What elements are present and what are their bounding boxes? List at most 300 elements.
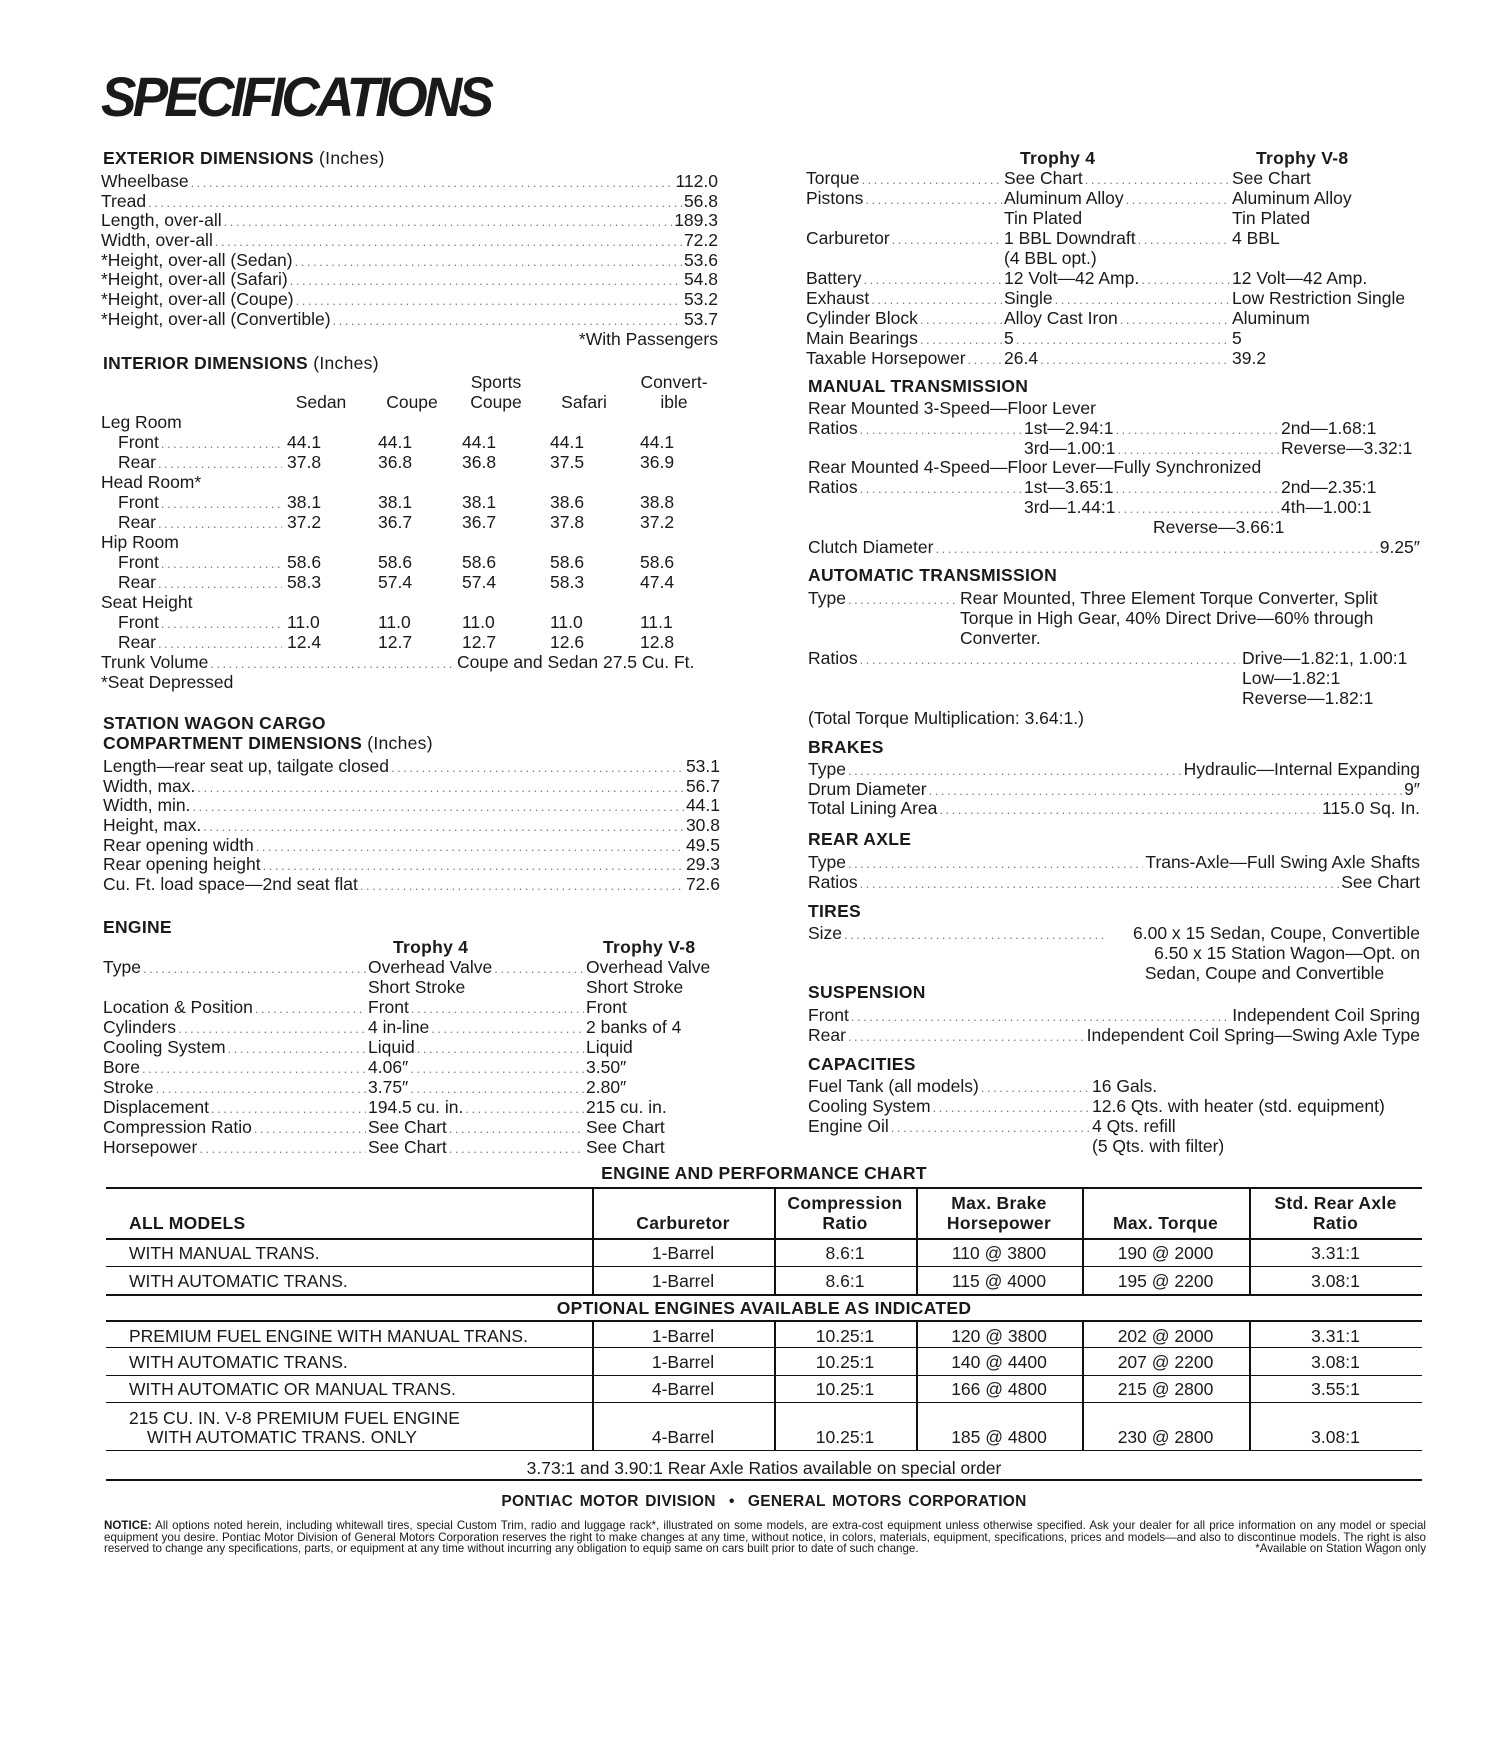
engine2-v1: Aluminum Alloy bbox=[1004, 188, 1124, 208]
leader-dots bbox=[210, 654, 455, 674]
exterior-row bbox=[101, 310, 718, 330]
cargo-label: Rear opening height bbox=[103, 854, 261, 875]
chart-rule-optional bbox=[106, 1320, 1422, 1322]
chart-model: WITH AUTOMATIC TRANS. bbox=[129, 1271, 348, 1291]
chart-axle: 3.08:1 bbox=[1311, 1352, 1360, 1372]
interior-value: 58.3 bbox=[287, 572, 322, 592]
leader-dots bbox=[193, 797, 684, 817]
interior-value: 12.6 bbox=[550, 632, 585, 652]
engine2-label: Carburetor bbox=[806, 228, 890, 248]
chart-rule-row1 bbox=[106, 1266, 1422, 1267]
cargo-label: Rear opening width bbox=[103, 834, 254, 855]
manual-3speed-1st: 1st—2.94:1 bbox=[1024, 418, 1114, 438]
interior-value: 11.0 bbox=[462, 612, 495, 632]
capacities-value: 16 Gals. bbox=[1092, 1076, 1158, 1096]
capacities-heading: CAPACITIES bbox=[808, 1054, 916, 1074]
chart-carb: 4-Barrel bbox=[651, 1379, 715, 1399]
chart-rule-opt1 bbox=[106, 1347, 1422, 1348]
tires-size-row bbox=[808, 924, 1109, 945]
chart-header-hp-1: Max. Brake bbox=[951, 1193, 1047, 1213]
interior-row-label-cell bbox=[118, 553, 284, 574]
interior-row-label-cell bbox=[118, 633, 284, 654]
tires-size-label: Size bbox=[808, 923, 843, 943]
leader-dots bbox=[891, 1118, 1090, 1138]
engine2-label: Main Bearings bbox=[806, 328, 918, 348]
interior-value: 36.7 bbox=[462, 512, 497, 532]
leader-dots bbox=[161, 494, 282, 514]
interior-note: *Seat Depressed bbox=[101, 672, 234, 692]
engine-label-cell bbox=[103, 1138, 368, 1159]
leader-dots bbox=[158, 514, 282, 534]
capacities-label: Cooling System bbox=[808, 1096, 931, 1116]
interior-value: 44.1 bbox=[378, 432, 413, 452]
interior-value: 37.2 bbox=[287, 512, 322, 532]
cargo-value: 72.6 bbox=[685, 874, 720, 895]
chart-header-comp-2: Ratio bbox=[822, 1213, 868, 1233]
chart-hp: 140 @ 4400 bbox=[951, 1352, 1047, 1372]
interior-value: 36.8 bbox=[462, 452, 497, 472]
interior-row-label-cell bbox=[118, 433, 284, 454]
division-line: PONTIAC MOTOR DIVISION • GENERAL MOTORS CORPORATION bbox=[501, 1493, 1027, 1510]
manual-3speed-2nd: 2nd—1.68:1 bbox=[1281, 418, 1377, 438]
interior-col-header: Safari bbox=[561, 392, 607, 412]
interior-row-label-cell bbox=[118, 573, 284, 594]
chart-footnote: 3.73:1 and 3.90:1 Rear Axle Ratios available on special order bbox=[526, 1458, 1002, 1478]
trunk-value: Coupe and Sedan 27.5 Cu. Ft. bbox=[457, 652, 695, 672]
exterior-value: 56.8 bbox=[683, 190, 718, 211]
interior-row-label: Rear bbox=[118, 452, 156, 472]
brakes-value: 9″ bbox=[1404, 778, 1420, 799]
engine-label-cell bbox=[103, 1018, 368, 1039]
engine-v1-cell bbox=[368, 1078, 586, 1099]
notice-footnote: *Available on Station Wagon only bbox=[1255, 1542, 1426, 1555]
exterior-row bbox=[101, 290, 718, 310]
leader-dots bbox=[215, 232, 682, 252]
interior-value: 38.1 bbox=[378, 492, 413, 512]
automatic-type-line-1: Rear Mounted, Three Element Torque Converter, Split bbox=[960, 588, 1378, 608]
exterior-label: *Height, over-all (Coupe) bbox=[101, 289, 294, 310]
cargo-value: 30.8 bbox=[685, 815, 720, 836]
engine2-label: Battery bbox=[806, 268, 862, 288]
engine2-v1-cell bbox=[1004, 189, 1232, 210]
chart-hp: 115 @ 4000 bbox=[951, 1271, 1047, 1291]
manual-3speed-reverse: Reverse—3.32:1 bbox=[1281, 438, 1413, 458]
chart-torque: 230 @ 2800 bbox=[1117, 1427, 1214, 1447]
cargo-row bbox=[103, 777, 720, 797]
brakes-heading: BRAKES bbox=[808, 737, 884, 757]
leader-dots bbox=[178, 1019, 366, 1039]
interior-col-header: Sedan bbox=[295, 392, 347, 412]
automatic-type-label: Type bbox=[808, 588, 846, 608]
exterior-note: *With Passengers bbox=[578, 329, 718, 349]
automatic-heading: AUTOMATIC TRANSMISSION bbox=[808, 565, 1058, 585]
manual-4speed-ratios-row bbox=[808, 478, 1024, 499]
engine-v1: Overhead Valve bbox=[368, 957, 493, 977]
leader-dots bbox=[161, 434, 282, 454]
automatic-type-row bbox=[808, 589, 960, 610]
leader-dots bbox=[1085, 170, 1230, 190]
engine2-v1-cell bbox=[1004, 349, 1232, 370]
chart-model: WITH AUTOMATIC OR MANUAL TRANS. bbox=[129, 1379, 457, 1399]
interior-row-label-cell bbox=[118, 513, 284, 534]
automatic-ratios-label: Ratios bbox=[808, 648, 858, 668]
engine2-label-cell bbox=[806, 169, 1004, 190]
manual-4speed-ratios-label: Ratios bbox=[808, 477, 858, 497]
engine2-v2: Low Restriction Single bbox=[1232, 288, 1406, 308]
exterior-heading-text: EXTERIOR DIMENSIONS bbox=[103, 148, 314, 168]
engine2-v1: Single bbox=[1004, 288, 1053, 308]
interior-value: 37.8 bbox=[287, 452, 322, 472]
notice-text: All options noted herein, including whitewall tires, special Custom Trim, radio and luggage rack*, illustrated on some models, are extra-cost equipment unless otherwise specified. Ask your dealer for all price information on any model or special equipment you desire. Pontiac Motor Division of General Motors Corporation reserves the right to make changes at any time, without notice, in colors, materials, equipment, specifications, prices and models—and also to discontinue models. The right is also reserved to change any specifications, parts, or equipment at any time without incurring any obligation to equip same on cars built prior to date of such change. bbox=[104, 1519, 1426, 1555]
interior-value: 44.1 bbox=[550, 432, 585, 452]
axle-heading: REAR AXLE bbox=[808, 829, 912, 849]
capacities-label-cell bbox=[808, 1097, 1092, 1118]
leader-dots bbox=[197, 778, 684, 798]
chart-rule-opt4 bbox=[106, 1450, 1422, 1451]
interior-unit: (Inches) bbox=[313, 353, 379, 373]
interior-value: 58.6 bbox=[287, 552, 322, 572]
manual-3speed-3rd: 3rd—1.00:1 bbox=[1024, 438, 1116, 458]
chart-axle: 3.31:1 bbox=[1311, 1326, 1360, 1346]
interior-value: 57.4 bbox=[378, 572, 413, 592]
exterior-value: 53.2 bbox=[683, 289, 718, 310]
cargo-value: 49.5 bbox=[685, 834, 720, 855]
exterior-value: 53.7 bbox=[683, 308, 718, 329]
chart-rule-top bbox=[106, 1187, 1422, 1189]
cargo-label: Width, min. bbox=[103, 795, 191, 816]
engine2-label: Pistons bbox=[806, 188, 864, 208]
engine-label-cell bbox=[103, 1118, 368, 1139]
engine2-v1-cell bbox=[1004, 269, 1232, 290]
leader-dots bbox=[860, 874, 1340, 894]
engine-v2: See Chart bbox=[586, 1137, 665, 1157]
engine2-v1-cell bbox=[1004, 289, 1232, 310]
capacities-label: Fuel Tank (all models) bbox=[808, 1076, 979, 1096]
brakes-list bbox=[808, 760, 1420, 819]
brakes-label: Drum Diameter bbox=[808, 778, 927, 799]
engine-label-cell bbox=[103, 1058, 368, 1079]
capacities-label-cell bbox=[808, 1117, 1092, 1138]
engine2-v1: 26.4 bbox=[1004, 348, 1039, 368]
engine2-label-cell bbox=[806, 189, 1004, 210]
engine2-v1-cell bbox=[1004, 169, 1232, 190]
leader-dots bbox=[1138, 230, 1230, 250]
interior-col-top: Convert- bbox=[640, 372, 708, 392]
exterior-row bbox=[101, 211, 718, 231]
chart-model: 215 CU. IN. V-8 PREMIUM FUEL ENGINE bbox=[129, 1408, 460, 1428]
interior-group-name: Head Room* bbox=[101, 472, 202, 492]
chart-title: ENGINE AND PERFORMANCE CHART bbox=[601, 1163, 927, 1183]
engine-v1-cell bbox=[368, 1118, 586, 1139]
leader-dots bbox=[224, 212, 673, 232]
interior-group-name: Leg Room bbox=[101, 412, 182, 432]
engine-v1-cell bbox=[368, 1058, 586, 1079]
chart-header-comp-1: Compression bbox=[787, 1193, 903, 1213]
interior-row-label: Front bbox=[118, 432, 159, 452]
exterior-value: 112.0 bbox=[675, 171, 718, 191]
brakes-row bbox=[808, 780, 1420, 800]
engine2-v1-cell bbox=[1004, 309, 1232, 330]
engine-v1-cell bbox=[368, 1018, 586, 1039]
interior-value: 11.1 bbox=[640, 612, 673, 632]
cargo-heading-2 bbox=[103, 734, 433, 754]
interior-row-label-cell bbox=[118, 493, 284, 514]
interior-value: 58.6 bbox=[550, 552, 585, 572]
engine2-v1: Alloy Cast Iron bbox=[1004, 308, 1118, 328]
cargo-label: Length—rear seat up, tailgate closed bbox=[103, 756, 390, 776]
engine2-label-cell bbox=[806, 289, 1004, 310]
engine2-v1-cell bbox=[1004, 329, 1232, 350]
leader-dots bbox=[158, 634, 282, 654]
engine-label-cell bbox=[103, 1098, 368, 1119]
capacities-table bbox=[808, 1077, 1428, 1167]
leader-dots bbox=[848, 854, 1143, 874]
cargo-unit: (Inches) bbox=[367, 733, 433, 753]
chart-torque: 190 @ 2000 bbox=[1117, 1243, 1214, 1263]
engine-label: Displacement bbox=[103, 1097, 210, 1117]
suspension-label: Rear bbox=[808, 1024, 846, 1045]
manual-4speed-ratio-row-1 bbox=[1024, 478, 1281, 499]
exterior-unit: (Inches) bbox=[319, 148, 385, 168]
engine-v2: 3.50″ bbox=[586, 1057, 627, 1077]
exterior-value: 72.2 bbox=[683, 230, 718, 251]
interior-value: 12.7 bbox=[462, 632, 497, 652]
manual-4speed-reverse: Reverse—3.66:1 bbox=[1153, 517, 1285, 537]
leader-dots bbox=[449, 1119, 584, 1139]
interior-value: 37.2 bbox=[640, 512, 675, 532]
exterior-heading bbox=[103, 149, 385, 169]
exterior-row bbox=[101, 172, 718, 192]
notice-block bbox=[104, 1520, 1426, 1555]
clutch-row bbox=[808, 538, 1420, 558]
capacities-value: (5 Qts. with filter) bbox=[1092, 1136, 1225, 1156]
interior-value: 38.6 bbox=[550, 492, 585, 512]
exterior-label: Width, over-all bbox=[101, 230, 213, 251]
exterior-label: *Height, over-all (Convertible) bbox=[101, 308, 331, 329]
chart-model: PREMIUM FUEL ENGINE WITH MANUAL TRANS. bbox=[129, 1326, 528, 1346]
engine-label: Stroke bbox=[103, 1077, 154, 1097]
chart-hp: 166 @ 4800 bbox=[951, 1379, 1047, 1399]
interior-row-label: Rear bbox=[118, 512, 156, 532]
engine-v1-cell bbox=[368, 958, 586, 979]
engine-col-trophy4: Trophy 4 bbox=[393, 937, 469, 957]
cargo-label: Cu. Ft. load space—2nd seat flat bbox=[103, 874, 358, 895]
chart-torque: 207 @ 2200 bbox=[1117, 1352, 1214, 1372]
engine-v1: See Chart bbox=[368, 1117, 447, 1137]
clutch-label: Clutch Diameter bbox=[808, 537, 934, 557]
interior-dimensions-table bbox=[101, 373, 721, 693]
chart-carb: 1-Barrel bbox=[651, 1271, 715, 1291]
engine-label-cell bbox=[103, 958, 368, 979]
interior-value: 11.0 bbox=[550, 612, 583, 632]
engine-v1: 4 in-line bbox=[368, 1017, 430, 1037]
engine2-label-cell bbox=[806, 309, 1004, 330]
engine2-v1: (4 BBL opt.) bbox=[1004, 248, 1097, 268]
engine-v1: Liquid bbox=[368, 1037, 415, 1057]
leader-dots bbox=[290, 271, 682, 291]
engine2-v1-cell bbox=[1004, 229, 1232, 250]
engine-v1: 4.06″ bbox=[368, 1057, 409, 1077]
leader-dots bbox=[391, 758, 684, 778]
interior-value: 47.4 bbox=[640, 572, 675, 592]
chart-torque: 195 @ 2200 bbox=[1117, 1271, 1214, 1291]
interior-value: 58.6 bbox=[640, 552, 675, 572]
chart-torque: 202 @ 2000 bbox=[1117, 1326, 1214, 1346]
engine2-label-cell bbox=[806, 229, 1004, 250]
cargo-dimensions-list bbox=[103, 757, 720, 895]
leader-dots bbox=[863, 270, 1002, 290]
suspension-value: Independent Coil Spring—Swing Axle Type bbox=[1086, 1024, 1420, 1045]
leader-dots bbox=[156, 1079, 366, 1099]
cargo-heading-text: COMPARTMENT DIMENSIONS bbox=[103, 733, 363, 753]
manual-3speed-ratios-label: Ratios bbox=[808, 418, 858, 438]
leader-dots bbox=[161, 554, 282, 574]
leader-dots bbox=[411, 999, 584, 1019]
leader-dots bbox=[449, 1139, 584, 1159]
chart-model: WITH MANUAL TRANS. bbox=[129, 1243, 320, 1263]
chart-header-axle-1: Std. Rear Axle bbox=[1274, 1193, 1397, 1213]
leader-dots bbox=[295, 252, 682, 272]
engine-v2: See Chart bbox=[586, 1117, 665, 1137]
engine-v2: Liquid bbox=[586, 1037, 633, 1057]
leader-dots bbox=[360, 876, 684, 896]
leader-dots bbox=[1055, 290, 1230, 310]
leader-dots bbox=[1040, 350, 1230, 370]
leader-dots bbox=[256, 837, 684, 857]
chart-header-axle-2: Ratio bbox=[1312, 1213, 1359, 1233]
interior-value: 11.0 bbox=[287, 612, 320, 632]
leader-dots bbox=[431, 1019, 584, 1039]
engine-v1: 194.5 cu. in. bbox=[368, 1097, 464, 1117]
suspension-row bbox=[808, 1026, 1420, 1046]
interior-value: 58.6 bbox=[462, 552, 497, 572]
chart-comp: 8.6:1 bbox=[825, 1271, 865, 1291]
leader-dots bbox=[211, 1099, 366, 1119]
clutch-value: 9.25″ bbox=[1379, 537, 1420, 557]
interior-col-header: Coupe bbox=[386, 392, 438, 412]
capacities-value: 4 Qts. refill bbox=[1092, 1116, 1176, 1136]
exterior-label: *Height, over-all (Safari) bbox=[101, 269, 288, 290]
interior-value: 37.5 bbox=[550, 452, 585, 472]
engine2-v2: See Chart bbox=[1232, 168, 1311, 188]
engine2-v1: 1 BBL Downdraft bbox=[1004, 228, 1136, 248]
interior-value: 37.8 bbox=[550, 512, 585, 532]
leader-dots bbox=[968, 350, 1002, 370]
leader-dots bbox=[865, 190, 1002, 210]
interior-row-label: Rear bbox=[118, 632, 156, 652]
interior-row-label: Front bbox=[118, 612, 159, 632]
interior-value: 11.0 bbox=[378, 612, 411, 632]
chart-hp: 185 @ 4800 bbox=[951, 1427, 1047, 1447]
brakes-label: Type bbox=[808, 759, 846, 779]
engine2-label-cell bbox=[806, 349, 1004, 370]
engine2-label: Taxable Horsepower bbox=[806, 348, 966, 368]
manual-4speed-2nd: 2nd—2.35:1 bbox=[1281, 477, 1377, 497]
capacities-label-cell bbox=[808, 1077, 1092, 1098]
cargo-value: 44.1 bbox=[685, 795, 720, 816]
tires-line-2: 6.50 x 15 Station Wagon—Opt. on bbox=[1154, 943, 1420, 963]
leader-dots bbox=[296, 291, 682, 311]
tires-heading: TIRES bbox=[808, 901, 862, 921]
manual-4speed-line: Rear Mounted 4-Speed—Floor Lever—Fully Synchronized bbox=[808, 457, 1262, 477]
exterior-label: *Height, over-all (Sedan) bbox=[101, 249, 293, 270]
leader-dots bbox=[1016, 330, 1230, 350]
interior-value: 57.4 bbox=[462, 572, 497, 592]
leader-dots bbox=[494, 959, 584, 979]
chart-model: WITH AUTOMATIC TRANS. bbox=[129, 1352, 348, 1372]
exterior-row bbox=[101, 270, 718, 290]
chart-comp: 10.25:1 bbox=[815, 1352, 875, 1372]
axle-row bbox=[808, 873, 1420, 893]
exterior-dimensions-list bbox=[101, 172, 718, 330]
interior-value: 12.8 bbox=[640, 632, 675, 652]
axle-row bbox=[808, 853, 1420, 873]
interior-row-label: Rear bbox=[118, 572, 156, 592]
chart-header-hp-2: Horsepower bbox=[946, 1213, 1052, 1233]
axle-label: Ratios bbox=[808, 871, 858, 892]
cargo-row bbox=[103, 757, 720, 777]
interior-row-label: Front bbox=[118, 552, 159, 572]
chart-comp: 8.6:1 bbox=[825, 1243, 865, 1263]
engine2-v2: 39.2 bbox=[1232, 348, 1267, 368]
leader-dots bbox=[1141, 270, 1230, 290]
tires-line-3: Sedan, Coupe and Convertible bbox=[1144, 963, 1385, 983]
chart-axle: 3.55:1 bbox=[1311, 1379, 1360, 1399]
chart-carb: 1-Barrel bbox=[651, 1326, 715, 1346]
axle-value: Trans-Axle—Full Swing Axle Shafts bbox=[1145, 852, 1420, 872]
exterior-value: 189.3 bbox=[674, 210, 718, 231]
brakes-value: Hydraulic—Internal Expanding bbox=[1183, 759, 1420, 779]
engine2-v2: 12 Volt—42 Amp. bbox=[1232, 268, 1368, 288]
engine-v2: 215 cu. in. bbox=[586, 1097, 667, 1117]
interior-row-label-cell bbox=[118, 613, 284, 634]
leader-dots bbox=[255, 999, 366, 1019]
manual-3speed-ratio-row-1 bbox=[1024, 419, 1281, 440]
leader-dots bbox=[417, 1039, 584, 1059]
interior-heading bbox=[103, 354, 379, 374]
engine2-v2: 5 bbox=[1232, 328, 1242, 348]
engine2-label: Exhaust bbox=[806, 288, 870, 308]
automatic-type-line-3: Converter. bbox=[960, 628, 1041, 648]
chart-comp: 10.25:1 bbox=[815, 1427, 875, 1447]
chart-model-cont: WITH AUTOMATIC TRANS. ONLY bbox=[147, 1427, 417, 1447]
brakes-value: 115.0 Sq. In. bbox=[1322, 798, 1420, 819]
leader-dots bbox=[1120, 310, 1230, 330]
cargo-value: 53.1 bbox=[685, 756, 720, 776]
leader-dots bbox=[228, 1039, 366, 1059]
exterior-row bbox=[101, 251, 718, 271]
engine-v1-cell bbox=[368, 1038, 586, 1059]
cargo-row bbox=[103, 796, 720, 816]
engine2-label-cell bbox=[806, 329, 1004, 350]
interior-value: 58.3 bbox=[550, 572, 585, 592]
exterior-label: Wheelbase bbox=[101, 171, 189, 191]
engine-label: Cooling System bbox=[103, 1037, 226, 1057]
exterior-row bbox=[101, 192, 718, 212]
chart-axle: 3.08:1 bbox=[1311, 1427, 1360, 1447]
chart-carb: 4-Barrel bbox=[651, 1427, 715, 1447]
interior-col-top: Sports bbox=[470, 372, 522, 392]
leader-dots bbox=[933, 1098, 1090, 1118]
engine2-col-trophy4: Trophy 4 bbox=[1020, 148, 1096, 168]
interior-value: 12.7 bbox=[378, 632, 413, 652]
leader-dots bbox=[851, 1007, 1230, 1027]
manual-4speed-1st: 1st—3.65:1 bbox=[1024, 477, 1114, 497]
engine-v1: Front bbox=[368, 997, 409, 1017]
automatic-ratio-low: Low—1.82:1 bbox=[1242, 668, 1341, 688]
chart-optional-heading: OPTIONAL ENGINES AVAILABLE AS INDICATED bbox=[556, 1298, 972, 1318]
manual-3speed-ratios-row bbox=[808, 419, 1024, 440]
